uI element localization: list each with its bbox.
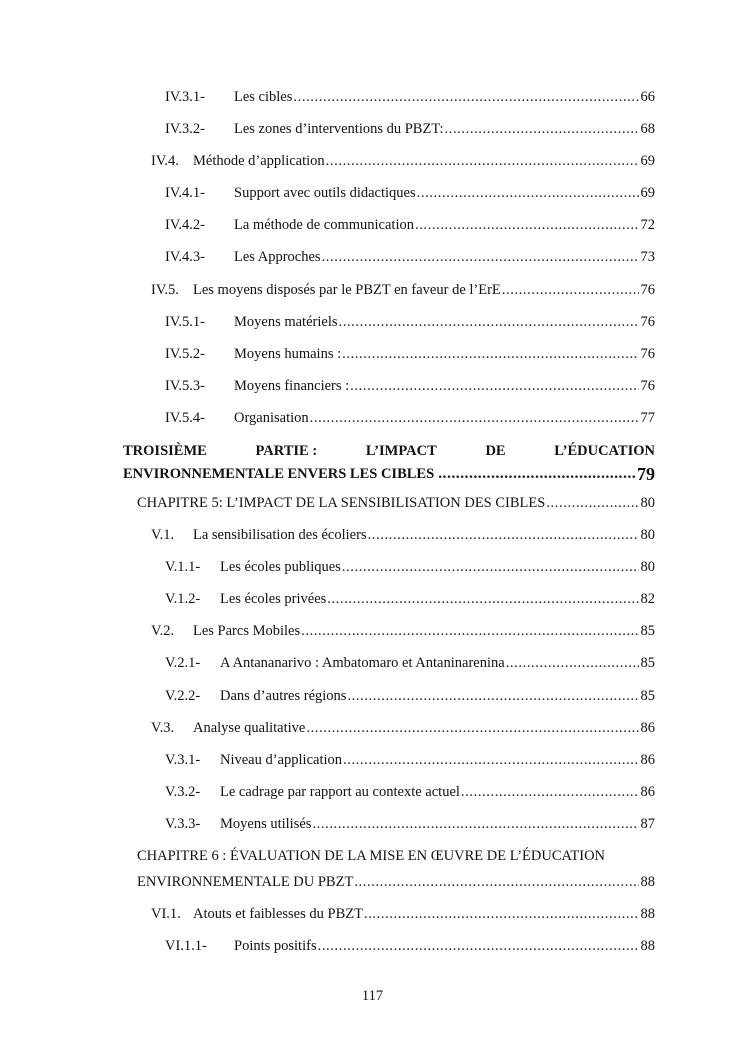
toc-page: 73 bbox=[640, 249, 655, 265]
dot-leader bbox=[354, 872, 638, 892]
toc-entry bbox=[137, 872, 655, 892]
toc-title: Niveau d’application bbox=[220, 752, 342, 768]
toc-title: CHAPITRE 5: L’IMPACT DE LA SENSIBILISATION DES CIBLES bbox=[137, 495, 546, 511]
dot-leader bbox=[322, 247, 639, 267]
toc-entry bbox=[165, 782, 655, 802]
toc-title: Moyens matériels bbox=[234, 314, 338, 330]
toc-entry bbox=[165, 814, 655, 834]
toc-number: V.2. bbox=[151, 623, 175, 639]
toc-title: Moyens utilisés bbox=[220, 816, 312, 832]
toc-number: IV.3.2- bbox=[165, 121, 206, 137]
toc-page: 86 bbox=[640, 752, 655, 768]
dot-leader bbox=[364, 904, 639, 924]
toc-number: V.3.3- bbox=[165, 816, 201, 832]
toc-entry bbox=[151, 280, 655, 300]
toc-entry bbox=[165, 215, 655, 235]
toc-number: IV.5.4- bbox=[165, 410, 206, 426]
toc-entry bbox=[165, 376, 655, 396]
toc-page: 77 bbox=[640, 410, 655, 426]
part-word: PARTIE : bbox=[255, 443, 318, 459]
toc-title: A Antananarivo : Ambatomaro et Antaninarenina bbox=[220, 655, 505, 671]
dot-leader bbox=[312, 814, 638, 834]
toc-title: Les Approches bbox=[234, 249, 321, 265]
part-title: ENVIRONNEMENTALE ENVERS LES CIBLES bbox=[123, 466, 435, 482]
toc-page: 69 bbox=[640, 185, 655, 201]
dot-leader bbox=[326, 151, 639, 171]
toc-number: IV.3.1- bbox=[165, 89, 206, 105]
toc-number: V.1.1- bbox=[165, 559, 201, 575]
toc-title: Les écoles publiques bbox=[220, 559, 341, 575]
toc-title: Dans d’autres régions bbox=[220, 688, 347, 704]
toc-entry bbox=[165, 686, 655, 706]
toc-entry bbox=[165, 653, 655, 673]
toc-entry bbox=[165, 87, 655, 107]
dot-leader bbox=[342, 344, 638, 364]
toc-entry bbox=[165, 589, 655, 609]
toc-page: 80 bbox=[640, 527, 655, 543]
toc-number: V.3. bbox=[151, 720, 175, 736]
toc-title: Les zones d’interventions du PBZT: bbox=[234, 121, 444, 137]
toc-entry bbox=[137, 493, 655, 513]
toc-page: 88 bbox=[640, 906, 655, 922]
toc-entry bbox=[151, 621, 655, 641]
toc-title: Points positifs bbox=[234, 938, 317, 954]
dot-leader bbox=[318, 936, 639, 956]
toc-title: Moyens financiers : bbox=[234, 378, 350, 394]
toc-entry bbox=[165, 936, 655, 956]
toc-number: IV.5.1- bbox=[165, 314, 206, 330]
toc-page: 88 bbox=[640, 874, 655, 890]
toc-number: IV.5. bbox=[151, 282, 179, 298]
dot-leader bbox=[438, 464, 635, 484]
toc-number: IV.4.1- bbox=[165, 185, 206, 201]
dot-leader bbox=[445, 119, 639, 139]
toc-number: V.3.1- bbox=[165, 752, 201, 768]
toc-title: Le cadrage par rapport au contexte actuel bbox=[220, 784, 460, 800]
toc-number: V.1. bbox=[151, 527, 175, 543]
toc-title: Les cibles bbox=[234, 89, 293, 105]
dot-leader bbox=[327, 589, 638, 609]
dot-leader bbox=[350, 376, 638, 396]
toc-entry bbox=[165, 312, 655, 332]
part-word: L’IMPACT bbox=[365, 443, 437, 459]
dot-leader bbox=[347, 686, 638, 706]
toc-title: ENVIRONNEMENTALE DU PBZT bbox=[137, 874, 354, 890]
toc-number: V.2.2- bbox=[165, 688, 201, 704]
toc-page: 76 bbox=[640, 346, 655, 362]
dot-leader bbox=[342, 557, 639, 577]
toc-number: IV.5.2- bbox=[165, 346, 206, 362]
toc-entry bbox=[165, 344, 655, 364]
toc-page: 69 bbox=[640, 153, 655, 169]
part-word: DE bbox=[485, 443, 506, 459]
toc-page: 80 bbox=[640, 495, 655, 511]
toc-title: La sensibilisation des écoliers bbox=[193, 527, 367, 543]
dot-leader bbox=[417, 183, 639, 203]
dot-leader bbox=[415, 215, 639, 235]
toc-title: Les écoles privées bbox=[220, 591, 327, 607]
toc-page: 86 bbox=[640, 720, 655, 736]
toc-title: Méthode d’application bbox=[193, 153, 325, 169]
toc-entry bbox=[151, 904, 655, 924]
toc-page: 72 bbox=[640, 217, 655, 233]
toc-entry bbox=[165, 557, 655, 577]
toc-number: V.1.2- bbox=[165, 591, 201, 607]
toc-page: 85 bbox=[640, 623, 655, 639]
toc-title: Moyens humains : bbox=[234, 346, 342, 362]
toc-title: Analyse qualitative bbox=[193, 720, 306, 736]
toc-page: 85 bbox=[640, 688, 655, 704]
toc-entry bbox=[165, 408, 655, 428]
toc-entry bbox=[151, 525, 655, 545]
toc-number: IV.4.3- bbox=[165, 249, 206, 265]
dot-leader bbox=[293, 87, 638, 107]
toc-entry bbox=[151, 151, 655, 171]
chapter6-title-line1: CHAPITRE 6 : ÉVALUATION DE LA MISE EN ŒUVRE DE L’ÉDUCATION bbox=[137, 848, 606, 864]
toc-page: 66 bbox=[640, 89, 655, 105]
toc-title: Atouts et faiblesses du PBZT bbox=[193, 906, 363, 922]
toc-page: 82 bbox=[640, 591, 655, 607]
toc-page: 76 bbox=[640, 282, 655, 298]
toc-number: IV.4. bbox=[151, 153, 179, 169]
toc-page: 68 bbox=[640, 121, 655, 137]
toc-page: 88 bbox=[640, 938, 655, 954]
toc-entry bbox=[165, 750, 655, 770]
page-number: 117 bbox=[361, 988, 384, 1004]
toc-number: IV.5.3- bbox=[165, 378, 206, 394]
dot-leader bbox=[306, 718, 638, 738]
toc-number: V.2.1- bbox=[165, 655, 201, 671]
toc-title: La méthode de communication bbox=[234, 217, 414, 233]
part-heading-line2 bbox=[123, 462, 655, 484]
dot-leader bbox=[506, 653, 639, 673]
part-page: 79 bbox=[637, 464, 655, 484]
toc-page: 85 bbox=[640, 655, 655, 671]
toc-number: VI.1. bbox=[151, 906, 181, 922]
dot-leader bbox=[368, 525, 639, 545]
toc-title: Les Parcs Mobiles bbox=[193, 623, 301, 639]
toc-entry bbox=[165, 183, 655, 203]
toc-title: Support avec outils didactiques bbox=[234, 185, 416, 201]
dot-leader bbox=[502, 280, 639, 300]
dot-leader bbox=[301, 621, 638, 641]
toc-page: 87 bbox=[640, 816, 655, 832]
toc-title: Les moyens disposés par le PBZT en faveur de l’ErE bbox=[193, 282, 501, 298]
dot-leader bbox=[343, 750, 639, 770]
toc-entry bbox=[151, 718, 655, 738]
toc-page: 80 bbox=[640, 559, 655, 575]
toc-page: 76 bbox=[640, 314, 655, 330]
part-word: TROISIÈME bbox=[123, 443, 207, 459]
toc-number: VI.1.1- bbox=[165, 938, 207, 954]
part-heading-line1 bbox=[123, 441, 655, 461]
dot-leader bbox=[546, 493, 638, 513]
dot-leader bbox=[310, 408, 639, 428]
toc-page: 86 bbox=[640, 784, 655, 800]
toc-entry bbox=[165, 119, 655, 139]
toc-page: 76 bbox=[640, 378, 655, 394]
dot-leader bbox=[339, 312, 639, 332]
dot-leader bbox=[461, 782, 639, 802]
toc-number: IV.4.2- bbox=[165, 217, 206, 233]
part-word: L’ÉDUCATION bbox=[554, 443, 655, 459]
toc-entry bbox=[165, 247, 655, 267]
toc-number: V.3.2- bbox=[165, 784, 201, 800]
toc-title: Organisation bbox=[234, 410, 309, 426]
